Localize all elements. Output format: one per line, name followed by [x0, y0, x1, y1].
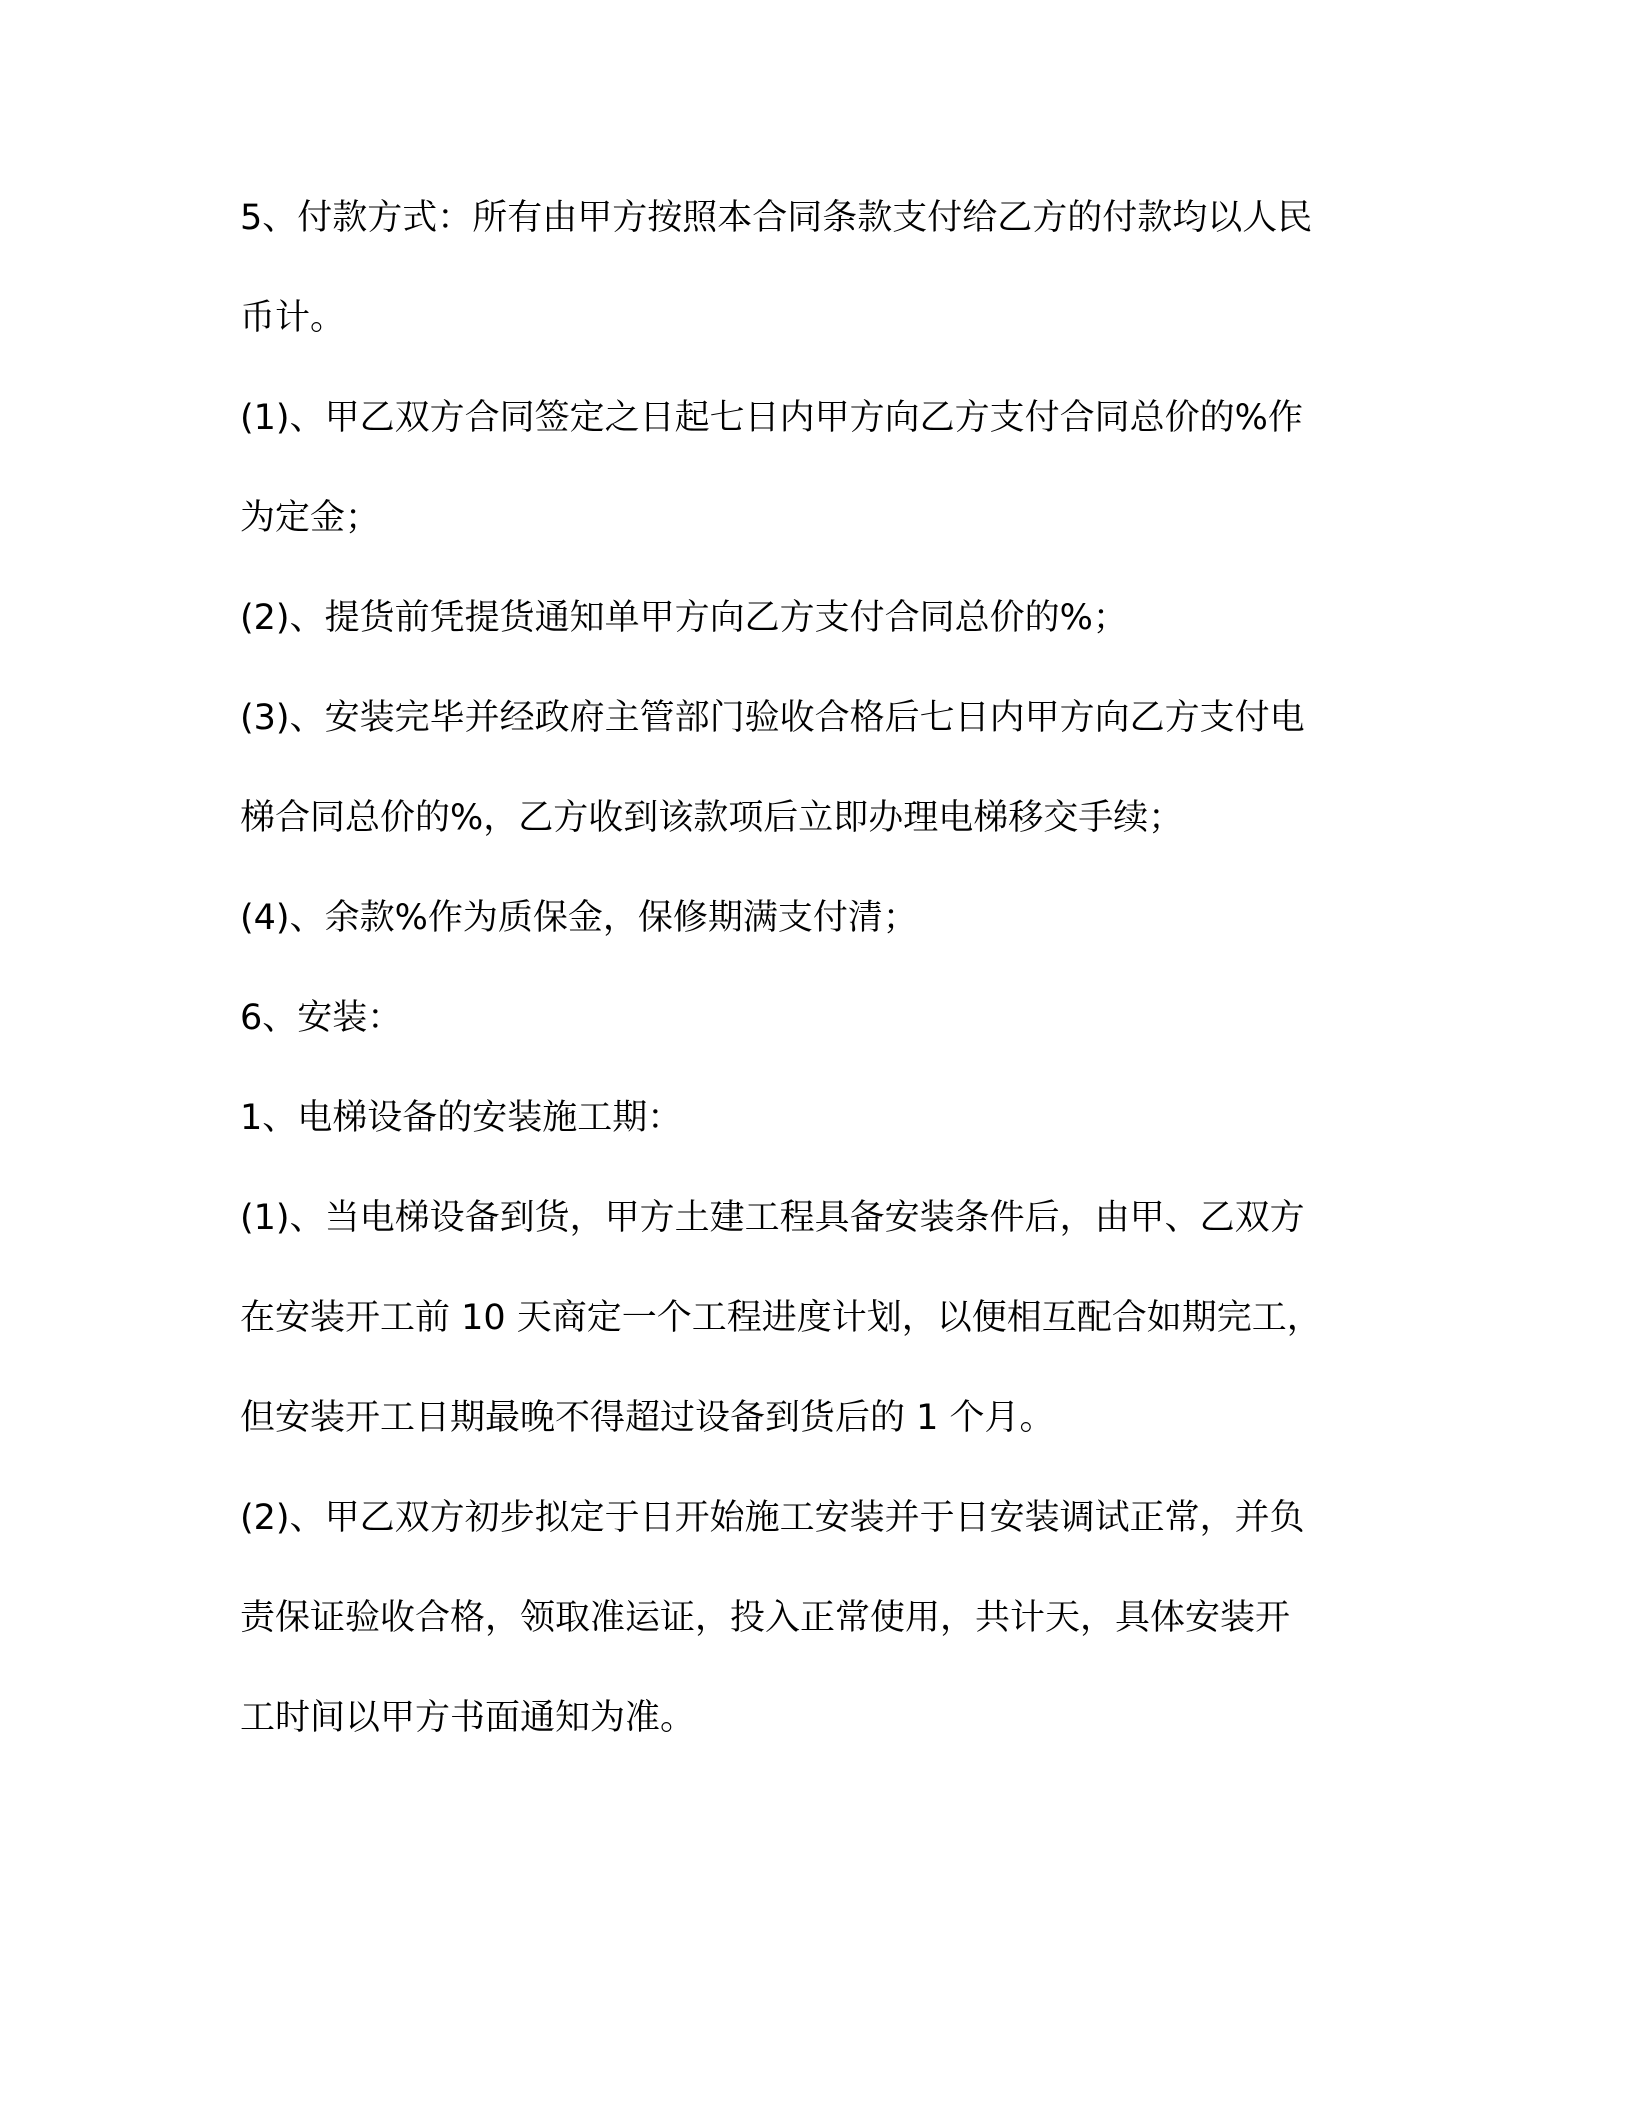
payment-item-3-line-2: 梯合同总价的%，乙方收到该款项后立即办理电梯移交手续；	[240, 798, 1184, 838]
payment-item-2-line-1: (2)、提货前凭提货通知单甲方向乙方支付合同总价的%；	[240, 598, 1128, 638]
clause-6-heading: 6、安装：	[240, 998, 403, 1038]
install-item-2-line-2: 责保证验收合格，领取准运证，投入正常使用，共计天，具体安装开	[240, 1598, 1291, 1638]
install-item-2-line-3: 工时间以甲方书面通知为准。	[240, 1698, 696, 1738]
payment-item-3-line-1: (3)、安装完毕并经政府主管部门验收合格后七日内甲方向乙方支付电	[240, 698, 1305, 738]
payment-item-4-line-1: (4)、余款%作为质保金，保修期满支付清；	[240, 898, 918, 938]
install-item-1-line-2: 在安装开工前 10 天商定一个工程进度计划，以便相互配合如期完工，	[240, 1298, 1322, 1338]
clause-5-payment-line-1: 5、付款方式：所有由甲方按照本合同条款支付给乙方的付款均以人民	[240, 198, 1313, 238]
install-item-1-line-3: 但安装开工日期最晚不得超过设备到货后的 1 个月。	[240, 1398, 1055, 1438]
section-1-heading: 1、电梯设备的安装施工期：	[240, 1098, 683, 1138]
payment-item-1-line-1: (1)、甲乙双方合同签定之日起七日内甲方向乙方支付合同总价的%作	[240, 398, 1303, 438]
payment-item-1-line-2: 为定金；	[240, 498, 381, 538]
install-item-2-line-1: (2)、甲乙双方初步拟定于日开始施工安装并于日安装调试正常，并负	[240, 1498, 1305, 1538]
clause-5-payment-line-2: 币计。	[240, 298, 346, 338]
install-item-1-line-1: (1)、当电梯设备到货，甲方土建工程具备安装条件后，由甲、乙双方	[240, 1198, 1305, 1238]
